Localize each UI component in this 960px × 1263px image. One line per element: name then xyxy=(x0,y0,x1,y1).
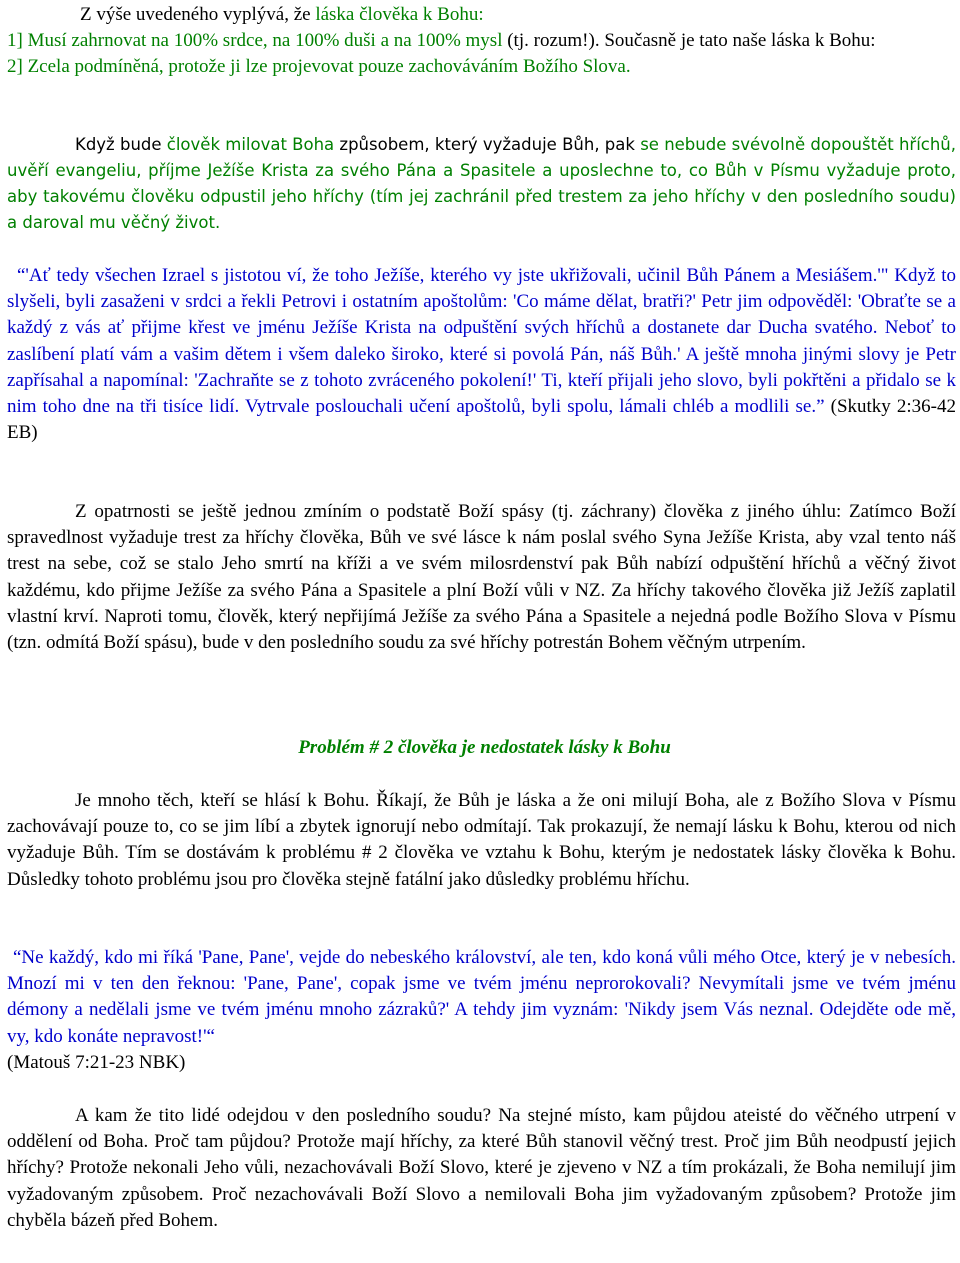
love-paragraph xyxy=(7,132,956,236)
final-text: A kam že tito lidé odejdou v den posledního soudu? Na stejné místo, kam půjdou ateisté do věčného utrpení v oddělení od Boha. Proč tam půjdou? Protože mají hříchy, za které Bůh stanovil věčný trest. Proč jim Bůh neodpustí jejich hříchy? Protože nekonali Jeho vůli, nezachovávali Boží Slovo, které je zjeveno v NZ a tím prokázali, že Boha nemilují jim vyžadovaným způsobem. Proč nezachovávali Boží Slovo a nemilovali Boha jim vyžadovaným způsobem? Protože jim chyběla bázeň před Bohem. xyxy=(7,1105,956,1231)
section-heading: Problém # 2 člověka je nedostatek lásky k Bohu xyxy=(298,737,671,758)
intro-text-a: Z výše uvedeného vyplývá, že xyxy=(80,4,316,25)
intro-paragraph xyxy=(7,2,956,81)
intro-text-b: láska člověka k Bohu: xyxy=(315,4,484,25)
salvation-paragraph xyxy=(7,499,956,656)
matthew-reference: (Matouš 7:21-23 NBK) xyxy=(7,1051,186,1073)
acts-quote-paragraph xyxy=(7,263,956,446)
matthew-quote-paragraph xyxy=(7,945,956,1076)
intro-text-d: (tj. rozum!). Současně je tato naše láska k Bohu: xyxy=(502,30,876,52)
acts-quote-text: “'Ať tedy všechen Izrael s jistotou ví, že toho Ježíše, kterého vy jste ukřižovali, učinil Bůh Pánem a Mesiášem.'" Když to slyšeli, byli zasaženi v srdci a řekli Petrovi i ostatním apoštolům: 'Co máme dělat, bratři?' Petr jim odpověděl: 'Obraťte se a každý z vás ať přijme křest ve jménu Ježíše Krista na odpuštění svých hříchů a dostanete dar Ducha svatého. Neboť to zaslíbení platí vám a vašim dětem i všem daleko široko, které si povolá Pán, náš Bůh.' A ještě mnoha jinými slovy je Petr zapřísahal a napomínal: 'Zachraňte se z tohoto zvráceného pokolení!' Ti, kteří přijali jeho slovo, byli pokřtěni a přidalo se k nim toho dne na tři tisíce lidí. Vytrvale poslouchali učení apoštolů, byli spolu, lámali chléb a modlili se.” xyxy=(7,265,956,418)
intro-text-c: 1] Musí zahrnovat na 100% srdce, na 100% duši a na 100% mysl xyxy=(7,30,503,52)
love-text-b: člověk milovat Boha xyxy=(166,135,335,154)
problem-text: Je mnoho těch, kteří se hlásí k Bohu. Říkají, že Bůh je láska a že oni milují Boha, ale z Božího Slova v Písmu zachovávají pouze to, co se jim líbí a zbytek ignorují nebo odmítají. Tak prokazují, že nemají lásku k Bohu, kterou od nich vyžaduje Bůh. Tím se dostávám k problému # 2 člověka ve vztahu k Bohu, kterým je nedostatek lásky člověka k Bohu. Důsledky tohoto problému jsou pro člověka stejně fatální jako důsledky problému hříchu. xyxy=(7,790,956,890)
final-paragraph xyxy=(7,1103,956,1234)
problem-paragraph xyxy=(7,788,956,893)
love-text-d: se nebude svévolně dopouštět hříchů, uvěří evangeliu, příjme Ježíše Krista za svého Pána a Spasitele a uposlechne to, co Bůh v Písmu vyžaduje proto, aby takovému člověku odpustil jeho hříchy (tím jej zachránil před trestem za jeho hříchy v den posledního soudu) a daroval mu věčný život. xyxy=(7,135,957,232)
love-text-a: Když bude xyxy=(75,135,167,154)
acts-reference: (Skutky 2:36-42 EB) xyxy=(7,396,956,444)
intro-text-e: 2] Zcela podmíněná, protože ji lze projevovat pouze zachováváním Božího Slova. xyxy=(7,56,631,78)
matthew-quote-text: “Ne každý, kdo mi říká 'Pane, Pane', vejde do nebeského království, ale ten, kdo koná vůli mého Otce, který je v nebesích. Mnozí mi v ten den řeknou: 'Pane, Pane', copak jsme ve tvém jménu neprorokovali? Nevymítali jsme ve tvém jménu démony a nedělali jsme ve tvém jménu mnoho zázraků?' A tehdy jim vyznám: 'Nikdy jsem Vás neznal. Odejděte ode mě, vy, kdo konáte nepravost!'“ xyxy=(7,947,956,1047)
love-text-c: způsobem, který vyžaduje Bůh, pak xyxy=(334,135,641,154)
salvation-text: Z opatrnosti se ještě jednou zmíním o podstatě Boží spásy (tj. záchrany) člověka z jiného úhlu: Zatímco Boží spravedlnost vyžaduje trest za hříchy člověka, Bůh ve své lásce k nám poslal svého Syna Ježíše Krista, aby vzal tento náš trest na sebe, což se stalo Jeho smrtí na kříži a ve svém milosrdenství pak Bůh nabízí odpuštění hříchů a věčný život každému, kdo přijme Ježíše za svého Pána a Spasitele a plní Boží vůli v NZ. Za hříchy takového člověka již Ježíš zaplatil vlastní krví. Naproti tomu, člověk, který nepřijímá Ježíše za svého Pána a Spasitele a nejedná podle Božího Slova v Písmu (tzn. odmítá Boží spásu), bude v den posledního soudu za své hříchy potrestán Bohem věčným utrpením. xyxy=(7,501,956,654)
